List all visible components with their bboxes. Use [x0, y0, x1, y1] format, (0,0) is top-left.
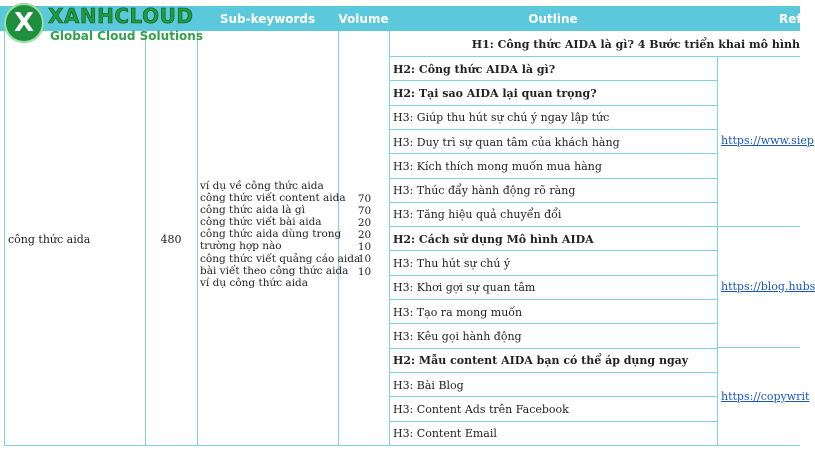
- subvolume: 70: [357, 205, 372, 218]
- outline-h3-row[interactable]: H3: Kích thích mong muốn mua hàng: [393, 159, 602, 173]
- subvolume: 20: [357, 217, 372, 230]
- grid-line: [717, 347, 800, 348]
- subvolumes-cell[interactable]: [342, 193, 387, 278]
- ref-link[interactable]: https://blog.hubs: [721, 280, 815, 293]
- subkeyword: công thức viết bài aida: [200, 216, 322, 229]
- outline-h1-cell[interactable]: [389, 32, 800, 56]
- subvolume: 70: [357, 193, 372, 205]
- header-volume[interactable]: Volume: [338, 6, 389, 31]
- header-subkeywords[interactable]: Sub-keywords: [197, 6, 338, 31]
- outline-h3-row[interactable]: H3: Duy trì sự quan tâm của khách hàng: [393, 135, 620, 149]
- outline-h2-row[interactable]: H2: Mẫu content AIDA bạn có thể áp dụng ngay: [393, 354, 689, 368]
- grid-line: [717, 56, 718, 446]
- outline-h3-row[interactable]: H3: Tăng hiệu quả chuyển đổi: [393, 208, 562, 222]
- outline-h3-row[interactable]: H3: Bài Blog: [393, 378, 464, 392]
- subkeyword: trường hợp nào: [200, 240, 282, 253]
- subkeyword: công thức aida là gì: [200, 204, 305, 217]
- subvolume: 10: [357, 241, 372, 254]
- outline-h3-row[interactable]: H3: Khơi gợi sự quan tâm: [393, 281, 536, 295]
- outline-h3-row[interactable]: H3: Thu hút sự chú ý: [393, 257, 511, 271]
- outline-h3-row[interactable]: H3: Thúc đẩy hành động rõ ràng: [393, 184, 576, 198]
- outline-h3-row[interactable]: H3: Content Ads trên Facebook: [393, 402, 569, 416]
- brand-logo: [0, 0, 205, 45]
- keyword-cell[interactable]: công thức aida: [8, 232, 91, 246]
- subvolume: 10: [357, 253, 372, 266]
- subkeyword: ví dụ về công thức aida: [200, 180, 324, 192]
- outline-h2-row[interactable]: H2: Công thức AIDA là gì?: [393, 62, 556, 76]
- subvolume: 20: [357, 229, 372, 242]
- outline-h3-row[interactable]: H3: Giúp thu hút sự chú ý ngay lập tức: [393, 111, 610, 125]
- ref-link[interactable]: https://www.siep: [721, 134, 814, 147]
- subkeyword: công thức viết content aida: [200, 192, 346, 205]
- grid-line: [717, 226, 800, 227]
- outline-h3-row[interactable]: H3: Tạo ra mong muốn: [393, 305, 523, 319]
- subkeyword: bài viết theo công thức aida: [200, 264, 349, 277]
- subkeywords-cell[interactable]: [200, 180, 361, 289]
- logo-name: XANHCLOUD: [48, 4, 194, 28]
- subkeyword: công thức aida dùng trong: [200, 228, 342, 241]
- keyword-volume-cell[interactable]: 480: [160, 232, 182, 246]
- header-outline[interactable]: Outline: [389, 6, 717, 31]
- grid-line: [197, 31, 198, 446]
- header-ref-label: Ref: [779, 11, 802, 26]
- outline-h1-text: H1: Công thức AIDA là gì? 4 Bước triển khai mô hình: [471, 37, 800, 51]
- subkeyword: ví dụ công thức aida: [200, 276, 309, 289]
- subkeyword: công thức viết quảng cáo aida: [200, 252, 361, 265]
- grid-line: [4, 31, 5, 446]
- outline-h2-row[interactable]: H2: Tại sao AIDA lại quan trọng?: [393, 86, 597, 100]
- header-ref[interactable]: [717, 6, 800, 31]
- logo-x-icon: X: [4, 3, 44, 43]
- outline-h3-row[interactable]: H3: Content Email: [393, 427, 497, 441]
- subvolume: 10: [357, 265, 372, 278]
- ref-link[interactable]: https://copywrit: [721, 390, 810, 403]
- outline-h2-row[interactable]: H2: Cách sử dụng Mô hình AIDA: [393, 232, 594, 246]
- outline-h3-row[interactable]: H3: Kêu gọi hành động: [393, 329, 522, 343]
- logo-tagline: Global Cloud Solutions: [50, 29, 203, 43]
